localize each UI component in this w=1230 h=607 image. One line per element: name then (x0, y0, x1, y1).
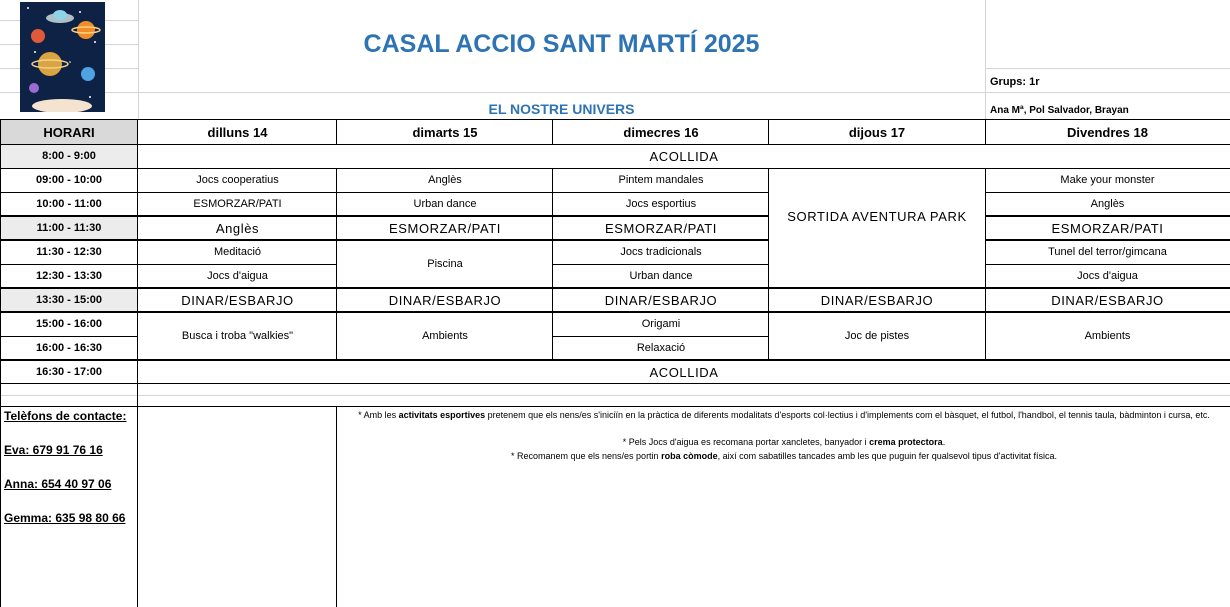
border (0, 359, 1230, 361)
activity-cell: Anglès (428, 174, 462, 186)
activity-cell: Jocs cooperatius (196, 174, 279, 186)
activity-cell: Origami (641, 318, 681, 330)
activity-cell: Urban dance (413, 198, 477, 210)
border (985, 192, 1230, 193)
gridline (0, 395, 1230, 396)
activity-cell: Anglès (215, 220, 260, 236)
activity-cell: Jocs d'aigua (207, 270, 268, 282)
time-slot: 16:30 - 17:00 (35, 366, 103, 378)
gridline (105, 44, 138, 45)
activity-cell: ESMORZAR/PATI (1051, 220, 1164, 236)
border (0, 287, 1230, 289)
activity-cell: Ambients (1084, 330, 1131, 342)
activity-cell: Relaxació (636, 342, 686, 354)
border (985, 168, 986, 360)
time-slot: 13:30 - 15:00 (0, 288, 138, 312)
border (985, 119, 986, 144)
border (336, 168, 337, 360)
activity-cell: Make your monster (1060, 174, 1155, 186)
contact-anna: Anna: 654 40 97 06 (4, 477, 112, 491)
border (0, 336, 138, 337)
note-water-games: * Pels Jocs d'aigua es recomana portar xancletes, banyador i crema protectora. (622, 437, 946, 447)
border (0, 215, 769, 217)
border (985, 239, 1230, 241)
gridline (0, 92, 20, 93)
outing-cell: SORTIDA AVENTURA PARK (787, 208, 967, 224)
border (553, 264, 769, 265)
gridline (105, 92, 138, 93)
activity-cell: Jocs tradicionals (620, 246, 702, 258)
border (336, 406, 337, 607)
space-planets-icon (20, 2, 105, 112)
border (768, 168, 769, 360)
activity-cell: Joc de pistes (844, 330, 910, 342)
day-header-mon: dilluns 14 (207, 124, 268, 140)
border (336, 119, 337, 144)
border (0, 144, 1230, 145)
group-label: Grups: 1r (990, 76, 1040, 88)
border (0, 383, 1230, 384)
activity-cell: DINAR/ESBARJO (1051, 292, 1164, 308)
monitors-label: Ana Mª, Pol Salvador, Brayan (990, 105, 1129, 116)
activity-cell: ESMORZAR/PATI (193, 198, 282, 210)
border (0, 168, 1230, 169)
activity-cell: Piscina (427, 258, 463, 270)
day-header-fri: Divendres 18 (1067, 124, 1148, 140)
activity-cell: DINAR/ESBARJO (388, 292, 502, 308)
gridline (0, 68, 20, 69)
time-slot: 8:00 - 9:00 (0, 144, 138, 168)
day-header-thu: dijous 17 (848, 124, 906, 140)
contact-gemma: Gemma: 635 98 80 66 (4, 511, 126, 525)
activity-cell: Pintem mandales (618, 174, 704, 186)
activity-cell: Urban dance (629, 270, 693, 282)
day-header-wed: dimecres 16 (623, 124, 699, 140)
border (0, 311, 1230, 313)
activity-cell: Anglès (1090, 198, 1125, 210)
activity-cell: Busca i troba "walkies" (181, 330, 294, 342)
border (0, 192, 769, 193)
gridline (105, 68, 138, 69)
border (985, 264, 1230, 265)
gridline (0, 44, 20, 45)
activity-cell: Jocs d'aigua (1077, 270, 1138, 282)
gridline (105, 20, 138, 21)
time-slot: 11:00 - 11:30 (0, 216, 138, 240)
time-slot: 15:00 - 16:00 (35, 318, 103, 330)
gridline (985, 68, 1230, 69)
activity-cell: DINAR/ESBARJO (181, 292, 294, 308)
activity-cell: DINAR/ESBARJO (820, 292, 934, 308)
time-slot: 12:30 - 13:30 (35, 270, 103, 282)
border (552, 119, 553, 144)
border (137, 119, 138, 607)
activity-cell: Ambients (422, 330, 468, 342)
page-title: CASAL ACCIO SANT MARTÍ 2025 (363, 29, 760, 58)
acollida-morning: ACOLLIDA (649, 148, 719, 164)
border (985, 215, 1230, 217)
horari-header: HORARI (0, 120, 138, 144)
time-slot: 10:00 - 11:00 (36, 198, 102, 210)
border (553, 336, 769, 337)
acollida-evening: ACOLLIDA (649, 364, 719, 380)
time-slot: 09:00 - 10:00 (35, 174, 103, 186)
border (0, 406, 1230, 407)
gridline (0, 20, 20, 21)
activity-cell: Tunel del terror/gimcana (1048, 246, 1167, 258)
contact-eva: Eva: 679 91 76 16 (4, 443, 103, 457)
page-subtitle: EL NOSTRE UNIVERS (488, 101, 635, 117)
note-sports: * Amb les activitats esportives pretenem que els nens/es s'iniciïn en la pràctica de diferents modalitats d'esports col·lectius i d'implements com el bàsquet, el futbol, l'handbol, el tennis taula, bàdminton i cursa, etc. (358, 410, 1210, 420)
activity-cell: DINAR/ESBARJO (604, 292, 718, 308)
border (0, 264, 337, 265)
border (552, 168, 553, 360)
gridline (985, 0, 986, 120)
border (0, 119, 1, 607)
time-slot: 16:00 - 16:30 (35, 342, 103, 354)
activity-cell: ESMORZAR/PATI (388, 220, 502, 236)
border (0, 239, 769, 241)
time-slot: 11:30 - 12:30 (36, 246, 102, 258)
gridline (138, 92, 1230, 93)
activity-cell: ESMORZAR/PATI (604, 220, 718, 236)
contacts-title: Telèfons de contacte: (4, 409, 127, 423)
border (768, 119, 769, 144)
note-clothing: * Recomanem que els nens/es portin roba còmode, així com sabatilles tancades amb les que puguin fer qualsevol tipus d'activitat física. (510, 451, 1057, 461)
activity-cell: Jocs esportius (625, 198, 697, 210)
activity-cell: Meditació (213, 246, 262, 258)
border (0, 119, 1230, 120)
day-header-tue: dimarts 15 (412, 124, 478, 140)
